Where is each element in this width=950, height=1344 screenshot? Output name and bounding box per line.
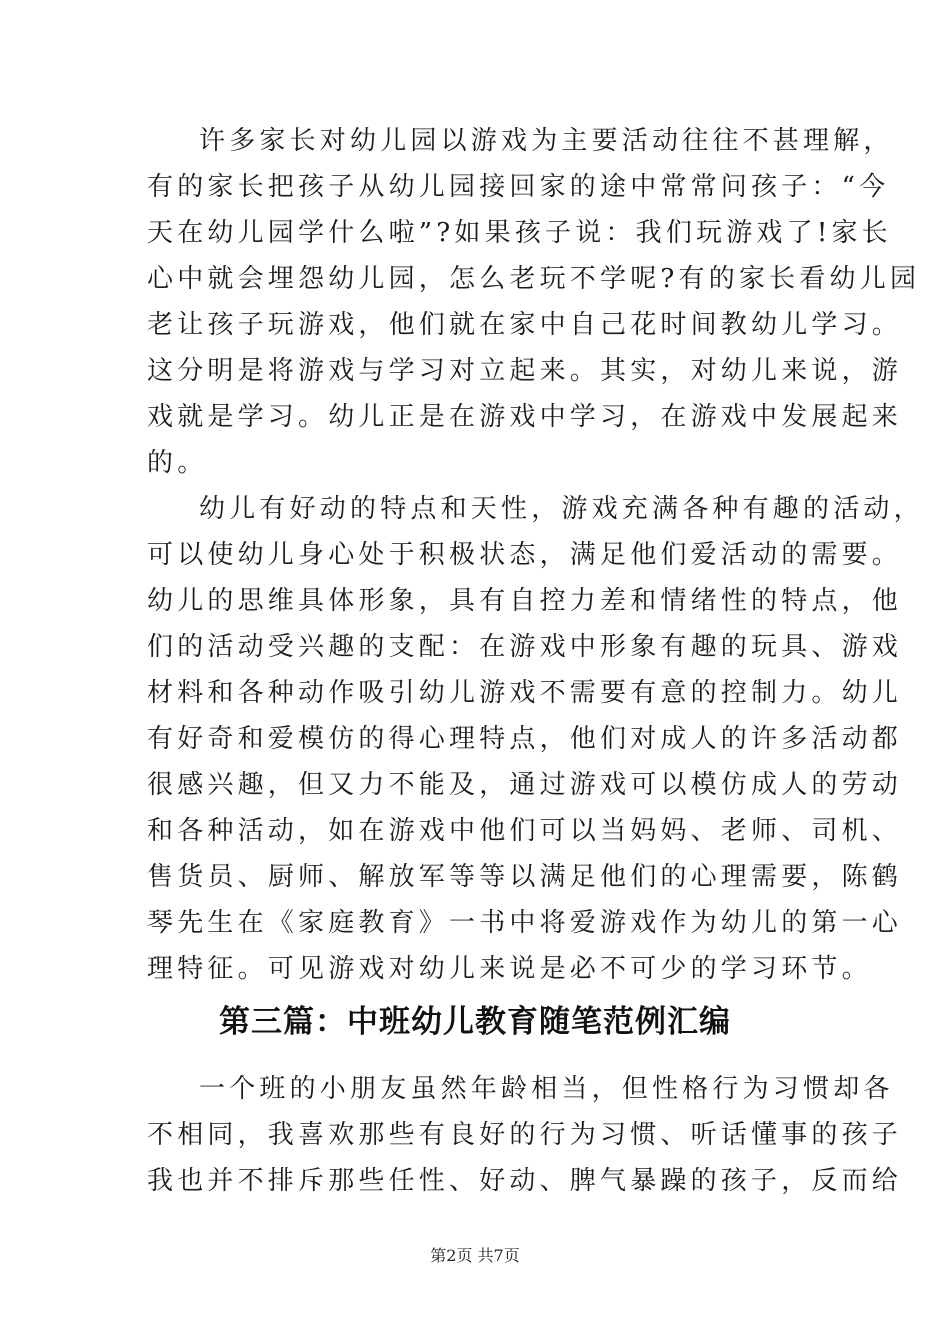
paragraph-line: 有好奇和爱模仿的得心理特点，他们对成人的许多活动都 (147, 724, 903, 754)
paragraph-line: 不相同，我喜欢那些有良好的行为习惯、听话懂事的孩子 (147, 1120, 903, 1150)
paragraph-line: 心中就会埋怨幼儿园，怎么老玩不学呢?有的家长看幼儿园 (147, 264, 921, 294)
paragraph-line: 老让孩子玩游戏，他们就在家中自己花时间教幼儿学习。 (147, 310, 903, 340)
paragraph-line: 幼儿的思维具体形象，具有自控力差和情绪性的特点，他 (147, 586, 903, 616)
paragraph-line: 们的活动受兴趣的支配：在游戏中形象有趣的玩具、游戏 (147, 632, 903, 662)
paragraph-line: 我也并不排斥那些任性、好动、脾气暴躁的孩子，反而给 (147, 1166, 903, 1196)
paragraph-line: 这分明是将游戏与学习对立起来。其实，对幼儿来说，游 (147, 356, 903, 386)
paragraph-line: 售货员、厨师、解放军等等以满足他们的心理需要，陈鹤 (147, 862, 903, 892)
paragraph-line: 和各种活动，如在游戏中他们可以当妈妈、老师、司机、 (147, 816, 903, 846)
paragraph-line: 琴先生在《家庭教育》一书中将爱游戏作为幼儿的第一心 (147, 908, 903, 938)
paragraph-line: 天在幼儿园学什么啦”?如果孩子说：我们玩游戏了!家长 (147, 218, 892, 248)
lower-text-block (147, 1066, 903, 1204)
paragraph-line: 戏就是学习。幼儿正是在游戏中学习，在游戏中发展起来 (147, 402, 903, 432)
paragraph-line: 可以使幼儿身心处于积极状态，满足他们爱活动的需要。 (147, 540, 903, 570)
paragraph-line: 理特征。可见游戏对幼儿来说是必不可少的学习环节。 (147, 954, 872, 984)
page-footer: 第2页 共7页 (430, 1246, 520, 1265)
paragraph-line: 很感兴趣，但又力不能及，通过游戏可以模仿成人的劳动 (147, 770, 903, 800)
paragraph-1 (147, 118, 921, 486)
paragraph-line: 的。 (147, 448, 208, 478)
paragraph-line: 许多家长对幼儿园以游戏为主要活动往往不甚理解， (199, 126, 894, 156)
paragraph-line: 有的家长把孩子从幼儿园接回家的途中常常问孩子：“今 (147, 172, 890, 202)
upper-text-block (147, 118, 924, 992)
paragraph-line: 一个班的小朋友虽然年龄相当，但性格行为习惯却各 (199, 1074, 894, 1104)
paragraph-line: 幼儿有好动的特点和天性，游戏充满各种有趣的活动， (199, 494, 924, 524)
section-title: 第三篇：中班幼儿教育随笔范例汇编 (219, 1004, 731, 1040)
paragraph-2 (147, 486, 924, 992)
paragraph-3 (147, 1066, 903, 1204)
paragraph-line: 材料和各种动作吸引幼儿游戏不需要有意的控制力。幼儿 (147, 678, 903, 708)
